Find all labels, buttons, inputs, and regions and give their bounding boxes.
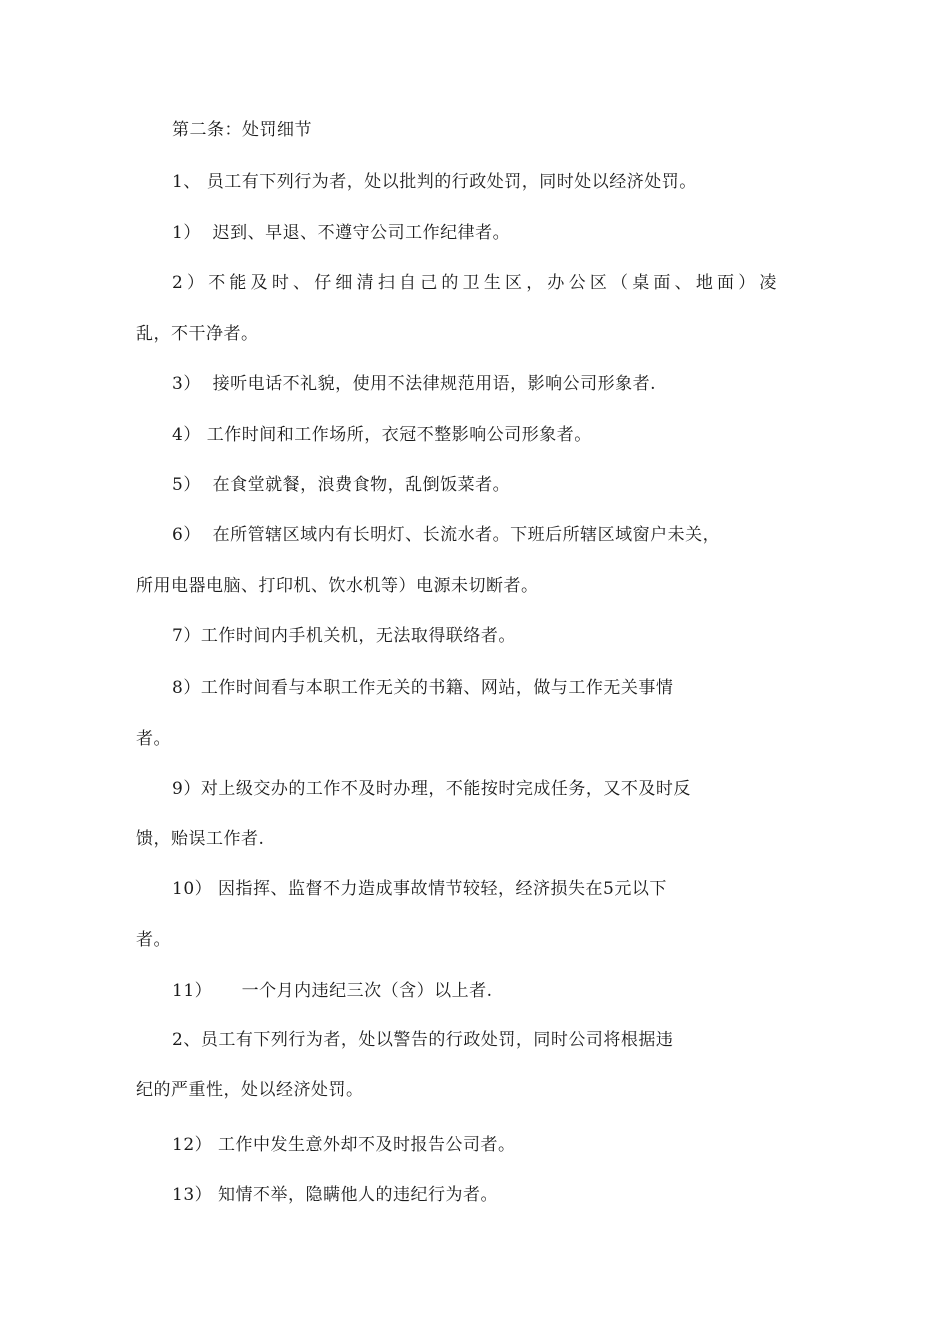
- text-line: 纪的严重性，处以经济处罚。: [136, 1080, 364, 1100]
- text-line: 10） 因指挥、监督不力造成事故情节较轻，经济损失在5元以下: [172, 879, 667, 899]
- text-line: 馈，贻误工作者.: [136, 829, 265, 849]
- text-line: 所用电器电脑、打印机、饮水机等）电源未切断者。: [136, 576, 539, 596]
- text-line: 9）对上级交办的工作不及时办理，不能按时完成任务，又不及时反: [172, 779, 691, 799]
- text-line: 13） 知情不举，隐瞒他人的违纪行为者。: [172, 1185, 499, 1205]
- text-line: 1） 迟到、早退、不遵守公司工作纪律者。: [172, 223, 511, 243]
- text-line: 11） 一个月内违纪三次（含）以上者.: [172, 981, 493, 1001]
- text-line: 2、员工有下列行为者，处以警告的行政处罚，同时公司将根据违: [172, 1030, 674, 1050]
- text-line: 乱，不干净者。: [136, 324, 259, 344]
- section-heading: 第二条：处罚细节: [172, 120, 312, 140]
- text-line: 6） 在所管辖区域内有长明灯、长流水者。下班后所辖区域窗户未关，: [172, 525, 721, 545]
- text-line: 者。: [136, 729, 171, 749]
- text-line: 者。: [136, 930, 171, 950]
- text-line: 1、 员工有下列行为者，处以批判的行政处罚，同时处以经济处罚。: [172, 172, 697, 192]
- text-line: 8）工作时间看与本职工作无关的书籍、网站，做与工作无关事情: [172, 678, 674, 698]
- text-line: 7）工作时间内手机关机，无法取得联络者。: [172, 626, 516, 646]
- text-line: 2）不能及时、仔细清扫自己的卫生区，办公区（桌面、地面）凌: [172, 273, 781, 293]
- text-line: 12） 工作中发生意外却不及时报告公司者。: [172, 1135, 516, 1155]
- text-line: 3） 接听电话不礼貌，使用不法律规范用语，影响公司形象者.: [172, 374, 657, 394]
- text-line: 4） 工作时间和工作场所，衣冠不整影响公司形象者。: [172, 425, 592, 445]
- text-line: 5） 在食堂就餐，浪费食物，乱倒饭菜者。: [172, 475, 511, 495]
